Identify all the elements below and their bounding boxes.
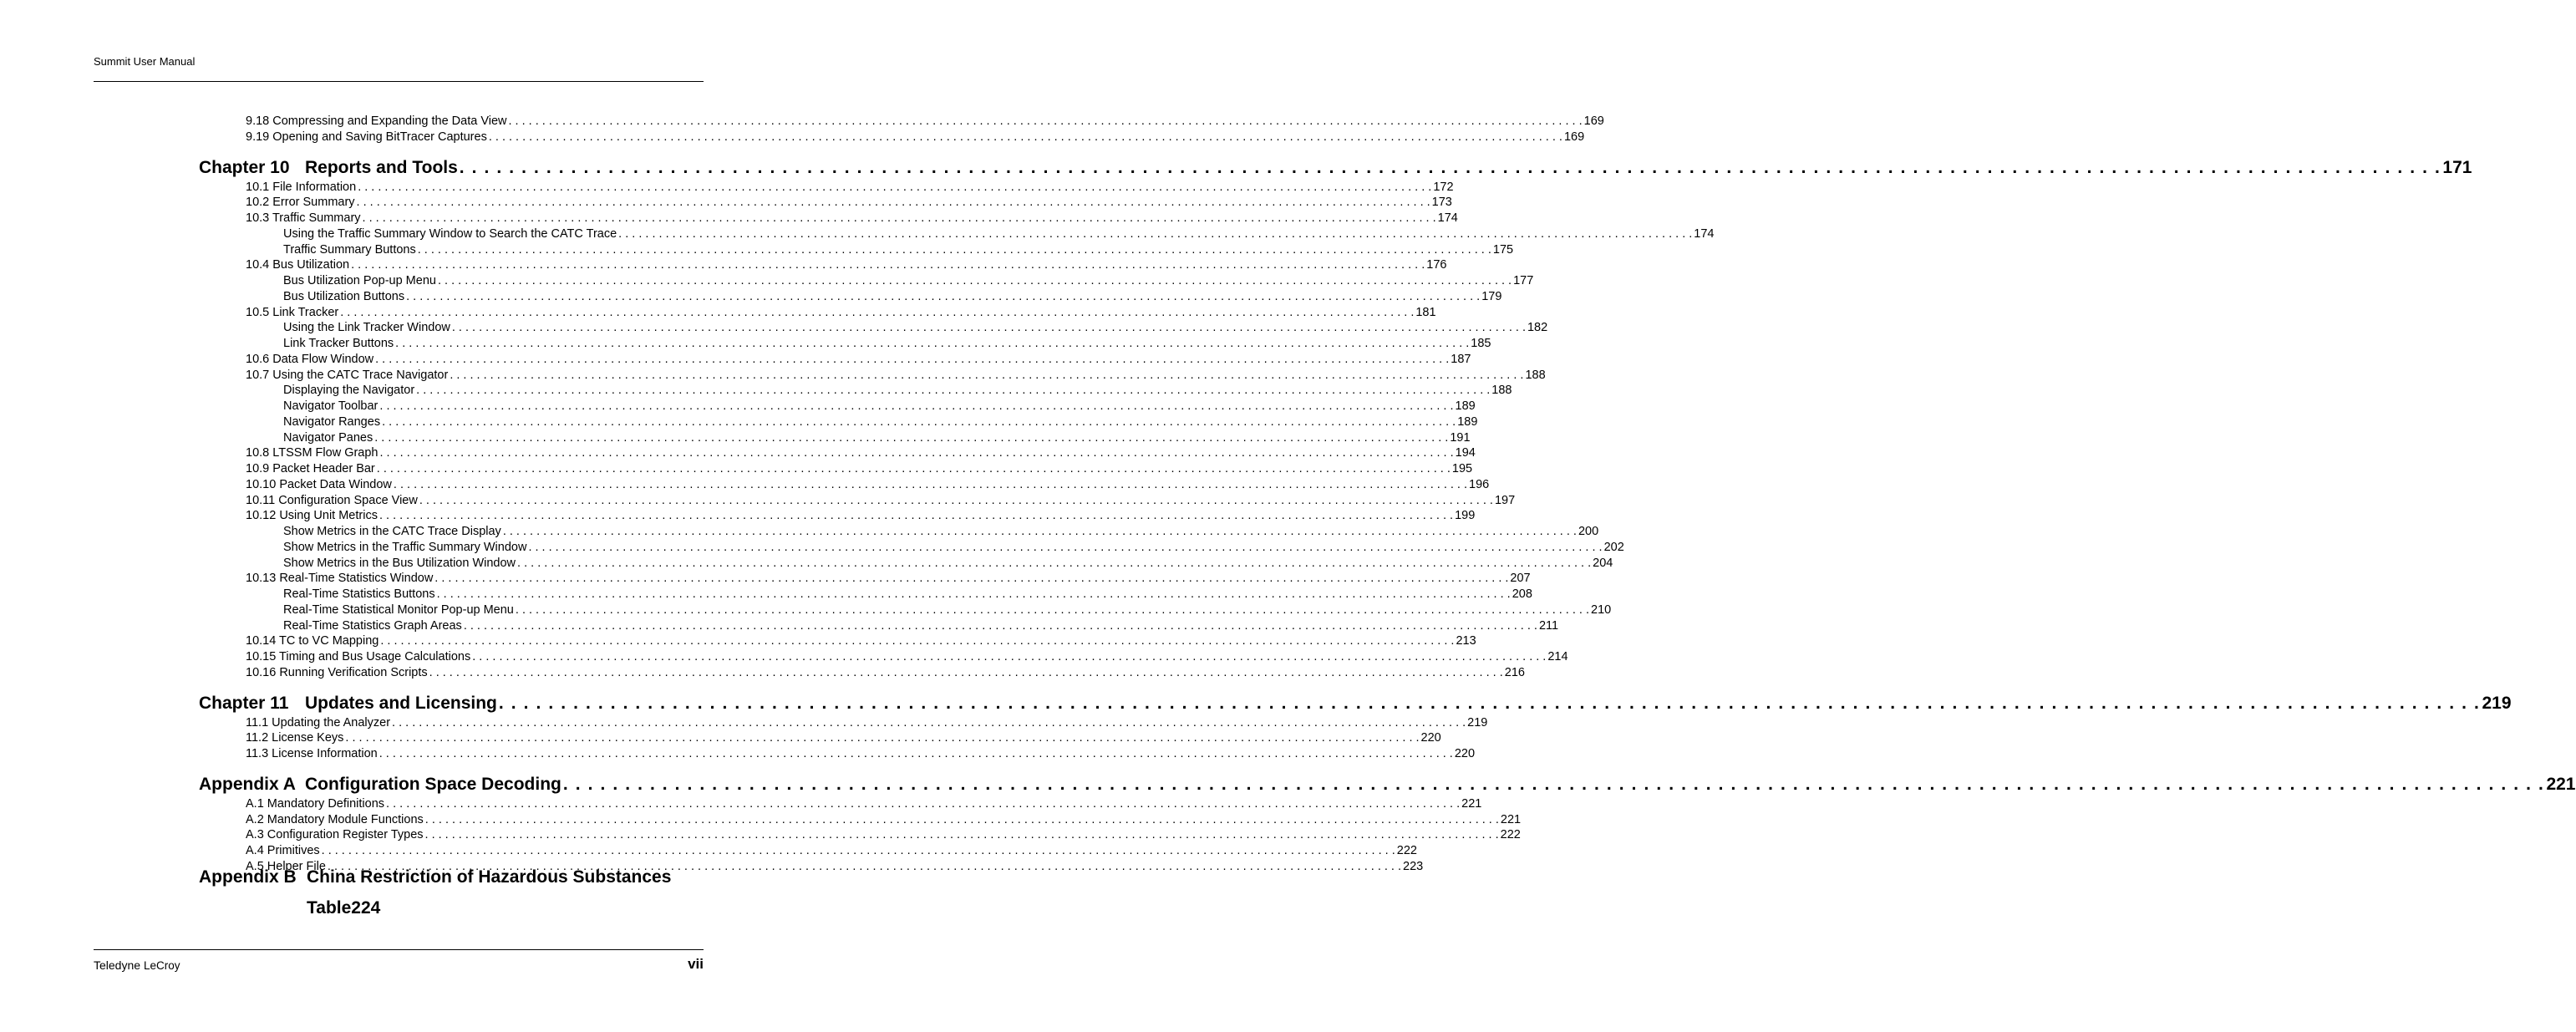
- toc-entry-title: Using the Link Tracker Window: [283, 321, 450, 335]
- toc-entry-title: 10.13 Real-Time Statistics Window: [246, 572, 434, 586]
- toc-section-entry[interactable]: [246, 633, 1476, 649]
- dot-leader: . . . . . . . . . . . . . . . . . . . . . . . . . . . . . . . . . . . . . . . . . . . . . . . . . . . . . . . . . . . . . . . . . . . . . . . . . . . . . . . . . . . . . . . . . . . . . . . . . . . . . . . . . . . . . . . . . . . . . . . . . . . . . . . . . . . . . . . . . . . . . . . . . . . . . . . . . . . . . . . .: [436, 587, 1511, 601]
- toc-chapter-title: Configuration Space Decoding: [305, 774, 561, 794]
- toc-entry-title: Show Metrics in the CATC Trace Display: [283, 525, 501, 538]
- dot-leader: . . . . . . . . . . . . . . . . . . . . . . . . . . . . . . . . . . . . . . . . . . . . . . . . . . . . . . . . . . . . . . . . . . . . . . . . . . . . . . . . . . . . . . . . . . . . . . . . . . . . . . . . . . . . . . . . . . . . . . . . . . . . . . . . . . . . . . . . . . . . . . . . . . . . . . . . . . . . . . . .: [459, 157, 2441, 177]
- dot-leader: . . . . . . . . . . . . . . . . . . . . . . . . . . . . . . . . . . . . . . . . . . . . . . . . . . . . . . . . . . . . . . . . . . . . . . . . . . . . . . . . . . . . . . . . . . . . . . . . . . . . . . . . . . . . . . . . . . . . . . . . . . . . . . . . . . . . . . . . . . . . . . . . . . . . . . . . . . . . . . . .: [508, 114, 1583, 128]
- toc-subsection-entry[interactable]: [283, 226, 1715, 242]
- toc-page-number: 204: [1593, 556, 1613, 570]
- toc-page-number: 194: [1455, 446, 1476, 460]
- toc-entry-title: Navigator Panes: [283, 430, 373, 445]
- toc-section-entry[interactable]: [246, 730, 1441, 746]
- toc-section-entry[interactable]: [246, 130, 1585, 145]
- toc-entry-title: Using the Traffic Summary Window to Search the CATC Trace: [283, 226, 617, 241]
- dot-leader: . . . . . . . . . . . . . . . . . . . . . . . . . . . . . . . . . . . . . . . . . . . . . . . . . . . . . . . . . . . . . . . . . . . . . . . . . . . . . . . . . . . . . . . . . . . . . . . . . . . . . . . . . . . . . . . . . . . . . . . . . . . . . . . . . . . . . . . . . . . . . . . . . . . . . . . . . . . . . . . .: [562, 774, 2545, 794]
- toc-entry-title: A.1 Mandatory Definitions: [246, 796, 385, 811]
- toc-entry-title: Traffic Summary Buttons: [283, 242, 416, 257]
- toc-page-number: 221: [1500, 812, 1522, 826]
- toc-entry-title: A.4 Primitives: [246, 844, 320, 857]
- toc-page-number: 221: [2546, 774, 2576, 794]
- toc-entry-title: Show Metrics in the Bus Utilization Window: [283, 556, 516, 570]
- toc-section-entry[interactable]: [246, 211, 1458, 226]
- toc-subsection-entry[interactable]: [283, 289, 1502, 305]
- toc-entry-title: A.5 Helper File: [246, 859, 326, 873]
- toc-subsection-entry[interactable]: [283, 618, 1559, 634]
- toc-page-number: 187: [1451, 352, 1471, 366]
- toc-page-number: 216: [1504, 665, 1525, 679]
- toc-page-number: 182: [1527, 321, 1548, 335]
- dot-leader: . . . . . . . . . . . . . . . . . . . . . . . . . . . . . . . . . . . . . . . . . . . . . . . . . . . . . . . . . . . . . . . . . . . . . . . . . . . . . . . . . . . . . . . . . . . . . . . . . . . . . . . . . . . . . . . . . . . . . . . . . . . . . . . . . . . . . . . . . . . . . . . . . . . . . . . . . . . . . . . .: [351, 258, 1425, 272]
- dot-leader: . . . . . . . . . . . . . . . . . . . . . . . . . . . . . . . . . . . . . . . . . . . . . . . . . . . . . . . . . . . . . . . . . . . . . . . . . . . . . . . . . . . . . . . . . . . . . . . . . . . . . . . . . . . . . . . . . . . . . . . . . . . . . . . . . . . . . . . . . . . . . . . . . . . . . . . . . . . . . . . .: [488, 130, 1562, 144]
- toc-subsection-entry[interactable]: [283, 336, 1491, 352]
- dot-leader: . . . . . . . . . . . . . . . . . . . . . . . . . . . . . . . . . . . . . . . . . . . . . . . . . . . . . . . . . . . . . . . . . . . . . . . . . . . . . . . . . . . . . . . . . . . . . . . . . . . . . . . . . . . . . . . . . . . . . . . . . . . . . . . . . . . . . . . . . . . . . . . . . . . . . . . . . . . . . . . .: [392, 715, 1466, 730]
- toc-section-entry[interactable]: [246, 352, 1471, 368]
- toc-chapter-heading-text: [199, 156, 458, 180]
- toc-chapter-title: Updates and Licensing: [305, 693, 497, 713]
- toc-entry-title: 10.5 Link Tracker: [246, 305, 339, 319]
- toc-appendix-b-title: China Restriction of Hazardous Substances: [307, 867, 672, 887]
- toc-page-number: 169: [1563, 130, 1585, 144]
- toc-page-number: 200: [1578, 525, 1599, 538]
- toc-entry-title: 11.1 Updating the Analyzer: [246, 715, 391, 730]
- toc-section-entry[interactable]: [246, 649, 1568, 665]
- toc-subsection-entry[interactable]: [283, 383, 1512, 399]
- toc-section-entry[interactable]: [246, 461, 1473, 477]
- dot-leader: . . . . . . . . . . . . . . . . . . . . . . . . . . . . . . . . . . . . . . . . . . . . . . . . . . . . . . . . . . . . . . . . . . . . . . . . . . . . . . . . . . . . . . . . . . . . . . . . . . . . . . . . . . . . . . . . . . . . . . . . . . . . . . . . . . . . . . . . . . . . . . . . . . . . . . . . . . . . . . . .: [362, 211, 1436, 225]
- toc-section-entry[interactable]: [246, 746, 1476, 762]
- toc-section-entry[interactable]: [246, 195, 1452, 211]
- toc-subsection-entry[interactable]: [283, 320, 1548, 336]
- toc-entry-title: 10.15 Timing and Bus Usage Calculations: [246, 650, 471, 663]
- toc-page-number: 185: [1471, 337, 1491, 350]
- footer-company-name: Teledyne: [94, 958, 141, 972]
- toc-page-number: 221: [1461, 796, 1482, 811]
- toc-page-number: 207: [1510, 572, 1531, 586]
- toc-page-number: 173: [1431, 196, 1452, 210]
- toc-page-number: 202: [1603, 540, 1624, 554]
- toc-entry-title: 10.10 Packet Data Window: [246, 477, 392, 491]
- toc-entry-title: 9.18 Compressing and Expanding the Data View: [246, 114, 507, 128]
- toc-section-entry[interactable]: [246, 477, 1490, 493]
- dot-leader: . . . . . . . . . . . . . . . . . . . . . . . . . . . . . . . . . . . . . . . . . . . . . . . . . . . . . . . . . . . . . . . . . . . . . . . . . . . . . . . . . . . . . . . . . . . . . . . . . . . . . . . . . . . . . . . . . . . . . . . . . . . . . . . . . . . . . . . . . . . . . . . . . . . . . . . . . . . . . . . .: [515, 602, 1590, 617]
- toc-chapter-heading-text: [199, 773, 561, 796]
- toc-page-number: 188: [1525, 368, 1546, 382]
- toc-entry-title: 10.6 Data Flow Window: [246, 352, 374, 366]
- toc-section-entry[interactable]: [246, 508, 1476, 524]
- toc-subsection-entry[interactable]: [283, 430, 1471, 446]
- toc-section-entry[interactable]: [246, 257, 1447, 273]
- dot-leader: . . . . . . . . . . . . . . . . . . . . . . . . . . . . . . . . . . . . . . . . . . . . . . . . . . . . . . . . . . . . . . . . . . . . . . . . . . . . . . . . . . . . . . . . . . . . . . . . . . . . . . . . . . . . . . . . . . . . . . . . . . . . . . . . . . . . . . . . . . . . . . . . . . . . . . . . . . . . . . . .: [517, 556, 1592, 570]
- toc-entry-title: Real-Time Statistics Buttons: [283, 587, 435, 601]
- dot-leader: . . . . . . . . . . . . . . . . . . . . . . . . . . . . . . . . . . . . . . . . . . . . . . . . . . . . . . . . . . . . . . . . . . . . . . . . . . . . . . . . . . . . . . . . . . . . . . . . . . . . . . . . . . . . . . . . . . . . . . . . . . . . . . . . . . . . . . . . . . . . . . . . . . . . . . . . . . . . . . . .: [379, 747, 1453, 760]
- toc-page-number: 220: [1420, 731, 1441, 745]
- dot-leader: . . . . . . . . . . . . . . . . . . . . . . . . . . . . . . . . . . . . . . . . . . . . . . . . . . . . . . . . . . . . . . . . . . . . . . . . . . . . . . . . . . . . . . . . . . . . . . . . . . . . . . . . . . . . . . . . . . . . . . . . . . . . . . . . . . . . . . . . . . . . . . . . . . . . . . . . . . . . . . . .: [417, 242, 1491, 257]
- toc-chapter-heading[interactable]: [199, 692, 2512, 715]
- toc-page-number: 222: [1396, 844, 1417, 857]
- toc-entry-title: 10.3 Traffic Summary: [246, 211, 361, 225]
- dot-leader: . . . . . . . . . . . . . . . . . . . . . . . . . . . . . . . . . . . . . . . . . . . . . . . . . . . . . . . . . . . . . . . . . . . . . . . . . . . . . . . . . . . . . . . . . . . . . . . . . . . . . . . . . . . . . . . . . . . . . . . . . . . . . . . . . . . . . . . . . . . . . . . . . . . . . . . . . . . . . . . .: [379, 509, 1454, 523]
- dot-leader: . . . . . . . . . . . . . . . . . . . . . . . . . . . . . . . . . . . . . . . . . . . . . . . . . . . . . . . . . . . . . . . . . . . . . . . . . . . . . . . . . . . . . . . . . . . . . . . . . . . . . . . . . . . . . . . . . . . . . . . . . . . . . . . . . . . . . . . . . . . . . . . . . . . . . . . . . . . . . . . .: [327, 859, 1402, 873]
- toc-page-number: 169: [1583, 114, 1604, 128]
- dot-leader: . . . . . . . . . . . . . . . . . . . . . . . . . . . . . . . . . . . . . . . . . . . . . . . . . . . . . . . . . . . . . . . . . . . . . . . . . . . . . . . . . . . . . . . . . . . . . . . . . . . . . . . . . . . . . . . . . . . . . . . . . . . . . . . . . . . . . . . . . . . . . . . . . . . . . . . . . . . . . . . .: [618, 226, 1693, 241]
- toc-entry-title: A.3 Configuration Register Types: [246, 828, 424, 842]
- dot-leader: . . . . . . . . . . . . . . . . . . . . . . . . . . . . . . . . . . . . . . . . . . . . . . . . . . . . . . . . . . . . . . . . . . . . . . . . . . . . . . . . . . . . . . . . . . . . . . . . . . . . . . . . . . . . . . . . . . . . . . . . . . . . . . . . . . . . . . . . . . . . . . . . . . . . . . . . . . . . . . . .: [386, 796, 1461, 811]
- toc-chapter-label: Chapter 10: [199, 157, 290, 177]
- toc-entry-title: 10.16 Running Verification Scripts: [246, 665, 428, 679]
- dot-leader: . . . . . . . . . . . . . . . . . . . . . . . . . . . . . . . . . . . . . . . . . . . . . . . . . . . . . . . . . . . . . . . . . . . . . . . . . . . . . . . . . . . . . . . . . . . . . . . . . . . . . . . . . . . . . . . . . . . . . . . . . . . . . . . . . . . . . . . . . . . . . . . . . . . . . . . . . . . . . . . .: [450, 368, 1524, 382]
- header-rule: [94, 81, 704, 82]
- toc-page-number: 211: [1538, 618, 1559, 633]
- toc-subsection-entry[interactable]: [283, 602, 1612, 618]
- dot-leader: . . . . . . . . . . . . . . . . . . . . . . . . . . . . . . . . . . . . . . . . . . . . . . . . . . . . . . . . . . . . . . . . . . . . . . . . . . . . . . . . . . . . . . . . . . . . . . . . . . . . . . . . . . . . . . . . . . . . . . . . . . . . . . . . . . . . . . . . . . . . . . . . . . . . . . . . . . . . . . . .: [419, 493, 1493, 507]
- dot-leader: . . . . . . . . . . . . . . . . . . . . . . . . . . . . . . . . . . . . . . . . . . . . . . . . . . . . . . . . . . . . . . . . . . . . . . . . . . . . . . . . . . . . . . . . . . . . . . . . . . . . . . . . . . . . . . . . . . . . . . . . . . . . . . . . . . . . . . . . . . . . . . . . . . . . . . . . . . . . . . . .: [424, 812, 1499, 826]
- toc-entry-title: 10.9 Packet Header Bar: [246, 462, 375, 475]
- toc-chapter-heading-text: [199, 692, 497, 715]
- toc-section-entry[interactable]: [246, 812, 1522, 828]
- toc-section-entry[interactable]: [246, 493, 1516, 509]
- dot-leader: . . . . . . . . . . . . . . . . . . . . . . . . . . . . . . . . . . . . . . . . . . . . . . . . . . . . . . . . . . . . . . . . . . . . . . . . . . . . . . . . . . . . . . . . . . . . . . . . . . . . . . . . . . . . . . . . . . . . . . . . . . . . . . . . . . . . . . . . . . . . . . . . . . . . . . . . . . . . . . . .: [406, 289, 1481, 303]
- toc-section-entry[interactable]: [246, 368, 1546, 384]
- toc-section-entry[interactable]: [246, 305, 1436, 321]
- toc-entry-title: 11.2 License Keys: [246, 731, 344, 745]
- toc-section-entry[interactable]: [246, 114, 1604, 130]
- toc-subsection-entry[interactable]: [283, 414, 1478, 430]
- toc-subsection-entry[interactable]: [283, 587, 1532, 602]
- toc-section-entry[interactable]: [246, 827, 1521, 843]
- toc-page-number: 189: [1455, 399, 1476, 413]
- dot-leader: . . . . . . . . . . . . . . . . . . . . . . . . . . . . . . . . . . . . . . . . . . . . . . . . . . . . . . . . . . . . . . . . . . . . . . . . . . . . . . . . . . . . . . . . . . . . . . . . . . . . . . . . . . . . . . . . . . . . . . . . . . . . . . . . . . . . . . . . . . . . . . . . . . . . . . . . . . . . . . . .: [502, 525, 1577, 538]
- dot-leader: . . . . . . . . . . . . . . . . . . . . . . . . . . . . . . . . . . . . . . . . . . . . . . . . . . . . . . . . . . . . . . . . . . . . . . . . . . . . . . . . . . . . . . . . . . . . . . . . . . . . . . . . . . . . . . . . . . . . . . . . . . . . . . . . . . . . . . . . . . . . . . . . . . . . . . . . . . . . . . . .: [379, 446, 1454, 460]
- footer-page-number: vii: [688, 956, 704, 972]
- toc-page-number: 175: [1492, 242, 1514, 257]
- toc-section-entry[interactable]: [246, 665, 1525, 681]
- toc-section-entry[interactable]: [246, 571, 1531, 587]
- dot-leader: . . . . . . . . . . . . . . . . . . . . . . . . . . . . . . . . . . . . . . . . . . . . . . . . . . . . . . . . . . . . . . . . . . . . . . . . . . . . . . . . . . . . . . . . . . . . . . . . . . . . . . . . . . . . . . . . . . . . . . . . . . . . . . . . . . . . . . . . . . . . . . . . . . . . . . . . . . . . . . . .: [321, 844, 1395, 857]
- toc-page-number: 220: [1454, 747, 1476, 760]
- toc-entry-title: Real-Time Statistics Graph Areas: [283, 618, 462, 633]
- toc-chapter-title: Reports and Tools: [305, 157, 458, 177]
- dot-leader: . . . . . . . . . . . . . . . . . . . . . . . . . . . . . . . . . . . . . . . . . . . . . . . . . . . . . . . . . . . . . . . . . . . . . . . . . . . . . . . . . . . . . . . . . . . . . . . . . . . . . . . . . . . . . . . . . . . . . . . . . . . . . . . . . . . . . . . . . . . . . . . . . . . . . . . . . . . . . . . .: [429, 665, 1503, 679]
- toc-entry-title: 10.12 Using Unit Metrics: [246, 509, 378, 523]
- toc-page-number: 176: [1426, 258, 1447, 272]
- dot-leader: . . . . . . . . . . . . . . . . . . . . . . . . . . . . . . . . . . . . . . . . . . . . . . . . . . . . . . . . . . . . . . . . . . . . . . . . . . . . . . . . . . . . . . . . . . . . . . . . . . . . . . . . . . . . . . . . . . . . . . . . . . . . . . . . . . . . . . . . . . . . . . . . . . . . . . . . . . . . . . . .: [498, 693, 2481, 713]
- toc-entry-title: Link Tracker Buttons: [283, 337, 394, 350]
- toc-page-number: 199: [1455, 509, 1476, 523]
- toc-entry-title: 11.3 License Information: [246, 747, 378, 760]
- toc-entry-title: Navigator Toolbar: [283, 399, 379, 413]
- toc-subsection-entry[interactable]: [283, 399, 1476, 414]
- dot-leader: . . . . . . . . . . . . . . . . . . . . . . . . . . . . . . . . . . . . . . . . . . . . . . . . . . . . . . . . . . . . . . . . . . . . . . . . . . . . . . . . . . . . . . . . . . . . . . . . . . . . . . . . . . . . . . . . . . . . . . . . . . . . . . . . . . . . . . . . . . . . . . . . . . . . . . . . . . . . . . . .: [356, 196, 1430, 210]
- toc-subsection-entry[interactable]: [283, 524, 1599, 540]
- footer-company: [94, 958, 180, 972]
- toc-page-number: 174: [1437, 211, 1458, 225]
- dot-leader: . . . . . . . . . . . . . . . . . . . . . . . . . . . . . . . . . . . . . . . . . . . . . . . . . . . . . . . . . . . . . . . . . . . . . . . . . . . . . . . . . . . . . . . . . . . . . . . . . . . . . . . . . . . . . . . . . . . . . . . . . . . . . . . . . . . . . . . . . . . . . . . . . . . . . . . . . . . . . . . .: [416, 384, 1491, 398]
- toc-page-number: 219: [1467, 715, 1488, 730]
- dot-leader: . . . . . . . . . . . . . . . . . . . . . . . . . . . . . . . . . . . . . . . . . . . . . . . . . . . . . . . . . . . . . . . . . . . . . . . . . . . . . . . . . . . . . . . . . . . . . . . . . . . . . . . . . . . . . . . . . . . . . . . . . . . . . . . . . . . . . . . . . . . . . . . . . . . . . . . . . . . . . . . .: [451, 321, 1526, 335]
- toc-entry-title: 10.7 Using the CATC Trace Navigator: [246, 368, 449, 382]
- dot-leader: . . . . . . . . . . . . . . . . . . . . . . . . . . . . . . . . . . . . . . . . . . . . . . . . . . . . . . . . . . . . . . . . . . . . . . . . . . . . . . . . . . . . . . . . . . . . . . . . . . . . . . . . . . . . . . . . . . . . . . . . . . . . . . . . . . . . . . . . . . . . . . . . . . . . . . . . . . . . . . . .: [358, 180, 1432, 194]
- dot-leader: . . . . . . . . . . . . . . . . . . . . . . . . . . . . . . . . . . . . . . . . . . . . . . . . . . . . . . . . . . . . . . . . . . . . . . . . . . . . . . . . . . . . . . . . . . . . . . . . . . . . . . . . . . . . . . . . . . . . . . . . . . . . . . . . . . . . . . . . . . . . . . . . . . . . . . . . . . . . . . . .: [434, 572, 1509, 586]
- toc-entry-title: 10.14 TC to VC Mapping: [246, 634, 379, 648]
- toc-appendix-b-label: Appendix B: [199, 867, 297, 887]
- toc-entry-title: Navigator Ranges: [283, 414, 381, 429]
- toc-subsection-entry[interactable]: [283, 273, 1534, 289]
- toc-chapter-label: Chapter 11: [199, 693, 289, 713]
- toc-subsection-entry[interactable]: [283, 556, 1613, 572]
- toc-page-number: 197: [1494, 493, 1516, 507]
- toc-page-number: 181: [1415, 305, 1436, 319]
- dot-leader: . . . . . . . . . . . . . . . . . . . . . . . . . . . . . . . . . . . . . . . . . . . . . . . . . . . . . . . . . . . . . . . . . . . . . . . . . . . . . . . . . . . . . . . . . . . . . . . . . . . . . . . . . . . . . . . . . . . . . . . . . . . . . . . . . . . . . . . . . . . . . . . . . . . . . . . . . . . . . . . .: [376, 462, 1451, 475]
- toc-section-entry[interactable]: [246, 180, 1454, 196]
- dot-leader: . . . . . . . . . . . . . . . . . . . . . . . . . . . . . . . . . . . . . . . . . . . . . . . . . . . . . . . . . . . . . . . . . . . . . . . . . . . . . . . . . . . . . . . . . . . . . . . . . . . . . . . . . . . . . . . . . . . . . . . . . . . . . . . . . . . . . . . . . . . . . . . . . . . . . . . . . . . . . . . .: [463, 618, 1537, 633]
- toc-section-entry[interactable]: [246, 796, 1482, 812]
- toc-page-number: 189: [1457, 414, 1478, 429]
- dot-leader: . . . . . . . . . . . . . . . . . . . . . . . . . . . . . . . . . . . . . . . . . . . . . . . . . . . . . . . . . . . . . . . . . . . . . . . . . . . . . . . . . . . . . . . . . . . . . . . . . . . . . . . . . . . . . . . . . . . . . . . . . . . . . . . . . . . . . . . . . . . . . . . . . . . . . . . . . . . . . . . .: [528, 540, 1603, 554]
- toc-page-number: 172: [1433, 180, 1454, 194]
- footer-rule: [94, 949, 704, 950]
- dot-leader: . . . . . . . . . . . . . . . . . . . . . . . . . . . . . . . . . . . . . . . . . . . . . . . . . . . . . . . . . . . . . . . . . . . . . . . . . . . . . . . . . . . . . . . . . . . . . . . . . . . . . . . . . . . . . . . . . . . . . . . . . . . . . . . . . . . . . . . . . . . . . . . . . . . . . . . . . . . . . . . .: [345, 731, 1420, 745]
- toc-entry-title: 10.8 LTSSM Flow Graph: [246, 446, 379, 460]
- toc-section-entry[interactable]: [246, 445, 1476, 461]
- toc-entry-title: Displaying the Navigator: [283, 384, 415, 398]
- dot-leader: . . . . . . . . . . . . . . . . . . . . . . . . . . . . . . . . . . . . . . . . . . . . . . . . . . . . . . . . . . . . . . . . . . . . . . . . . . . . . . . . . . . . . . . . . . . . . . . . . . . . . . . . . . . . . . . . . . . . . . . . . . . . . . . . . . . . . . . . . . . . . . . . . . . . . . . . . . . . . . . .: [375, 352, 1450, 366]
- toc-entry-title: Bus Utilization Buttons: [283, 289, 405, 303]
- toc-page-number: 174: [1694, 226, 1715, 241]
- toc-page-number: 210: [1591, 602, 1612, 617]
- toc-entry-title: 10.4 Bus Utilization: [246, 258, 350, 272]
- dot-leader: . . . . . . . . . . . . . . . . . . . . . . . . . . . . . . . . . . . . . . . . . . . . . . . . . . . . . . . . . . . . . . . . . . . . . . . . . . . . . . . . . . . . . . . . . . . . . . . . . . . . . . . . . . . . . . . . . . . . . . . . . . . . . . . . . . . . . . . . . . . . . . . . . . . . . . . . . . . . . . . .: [424, 828, 1499, 842]
- toc-page-number: 222: [1500, 828, 1521, 842]
- toc-page-number: 188: [1491, 384, 1512, 398]
- toc-page-number: 208: [1512, 587, 1532, 601]
- toc-page-number: 171: [2442, 157, 2472, 177]
- dot-leader: . . . . . . . . . . . . . . . . . . . . . . . . . . . . . . . . . . . . . . . . . . . . . . . . . . . . . . . . . . . . . . . . . . . . . . . . . . . . . . . . . . . . . . . . . . . . . . . . . . . . . . . . . . . . . . . . . . . . . . . . . . . . . . . . . . . . . . . . . . . . . . . . . . . . . . . . . . . . . . . .: [393, 477, 1468, 491]
- toc-page-number: 213: [1456, 634, 1476, 648]
- dot-leader: . . . . . . . . . . . . . . . . . . . . . . . . . . . . . . . . . . . . . . . . . . . . . . . . . . . . . . . . . . . . . . . . . . . . . . . . . . . . . . . . . . . . . . . . . . . . . . . . . . . . . . . . . . . . . . . . . . . . . . . . . . . . . . . . . . . . . . . . . . . . . . . . . . . . . . . . . . . . . . . .: [382, 414, 1456, 429]
- toc-subsection-entry[interactable]: [283, 540, 1624, 556]
- dot-leader: . . . . . . . . . . . . . . . . . . . . . . . . . . . . . . . . . . . . . . . . . . . . . . . . . . . . . . . . . . . . . . . . . . . . . . . . . . . . . . . . . . . . . . . . . . . . . . . . . . . . . . . . . . . . . . . . . . . . . . . . . . . . . . . . . . . . . . . . . . . . . . . . . . . . . . . . . . . . . . . .: [379, 399, 1454, 413]
- toc-page-number: 223: [1403, 859, 1424, 873]
- toc-entry-title: 10.2 Error Summary: [246, 196, 355, 210]
- toc-page-number: 191: [1450, 430, 1471, 445]
- toc-chapter-heading[interactable]: [199, 773, 2576, 796]
- dot-leader: . . . . . . . . . . . . . . . . . . . . . . . . . . . . . . . . . . . . . . . . . . . . . . . . . . . . . . . . . . . . . . . . . . . . . . . . . . . . . . . . . . . . . . . . . . . . . . . . . . . . . . . . . . . . . . . . . . . . . . . . . . . . . . . . . . . . . . . . . . . . . . . . . . . . . . . . . . . . . . . .: [340, 305, 1415, 319]
- toc-page-number: 177: [1513, 274, 1534, 287]
- toc-entry-title: Show Metrics in the Traffic Summary Window: [283, 540, 527, 554]
- toc-page-number: 196: [1469, 477, 1490, 491]
- dot-leader: . . . . . . . . . . . . . . . . . . . . . . . . . . . . . . . . . . . . . . . . . . . . . . . . . . . . . . . . . . . . . . . . . . . . . . . . . . . . . . . . . . . . . . . . . . . . . . . . . . . . . . . . . . . . . . . . . . . . . . . . . . . . . . . . . . . . . . . . . . . . . . . . . . . . . . . . . . . . . . . .: [395, 337, 1470, 350]
- dot-leader: . . . . . . . . . . . . . . . . . . . . . . . . . . . . . . . . . . . . . . . . . . . . . . . . . . . . . . . . . . . . . . . . . . . . . . . . . . . . . . . . . . . . . . . . . . . . . . . . . . . . . . . . . . . . . . . . . . . . . . . . . . . . . . . . . . . . . . . . . . . . . . . . . . . . . . . . . . . . . . . .: [437, 274, 1512, 287]
- dot-leader: . . . . . . . . . . . . . . . . . . . . . . . . . . . . . . . . . . . . . . . . . . . . . . . . . . . . . . . . . . . . . . . . . . . . . . . . . . . . . . . . . . . . . . . . . . . . . . . . . . . . . . . . . . . . . . . . . . . . . . . . . . . . . . . . . . . . . . . . . . . . . . . . . . . . . . . . . . . . . . . .: [374, 430, 1449, 445]
- toc-section-entry[interactable]: [246, 715, 1488, 731]
- toc-entry-title: Bus Utilization Pop-up Menu: [283, 274, 436, 287]
- toc-appendix-b-title-continued: Table224: [307, 898, 381, 918]
- toc-entry-title: 10.11 Configuration Space View: [246, 493, 418, 507]
- toc-page-number: 214: [1547, 650, 1568, 663]
- toc-chapter-label: Appendix A: [199, 774, 296, 794]
- toc-entry-title: A.2 Mandatory Module Functions: [246, 812, 424, 826]
- toc-section-entry[interactable]: [246, 843, 1417, 859]
- toc-page-number: 195: [1451, 462, 1473, 475]
- toc-page-number: 219: [2482, 693, 2512, 713]
- footer-company-name-small: LeCroy: [143, 959, 180, 972]
- toc-appendix-b-heading[interactable]: [199, 862, 671, 923]
- toc-subsection-entry[interactable]: [283, 242, 1514, 258]
- page-header-title: Summit User Manual: [94, 55, 196, 68]
- toc-entry-title: Real-Time Statistical Monitor Pop-up Menu: [283, 602, 514, 617]
- dot-leader: . . . . . . . . . . . . . . . . . . . . . . . . . . . . . . . . . . . . . . . . . . . . . . . . . . . . . . . . . . . . . . . . . . . . . . . . . . . . . . . . . . . . . . . . . . . . . . . . . . . . . . . . . . . . . . . . . . . . . . . . . . . . . . . . . . . . . . . . . . . . . . . . . . . . . . . . . . . . . . . .: [472, 650, 1547, 663]
- toc-entry-title: 10.1 File Information: [246, 180, 357, 194]
- dot-leader: . . . . . . . . . . . . . . . . . . . . . . . . . . . . . . . . . . . . . . . . . . . . . . . . . . . . . . . . . . . . . . . . . . . . . . . . . . . . . . . . . . . . . . . . . . . . . . . . . . . . . . . . . . . . . . . . . . . . . . . . . . . . . . . . . . . . . . . . . . . . . . . . . . . . . . . . . . . . . . . .: [380, 634, 1455, 648]
- toc-entry-title: 9.19 Opening and Saving BitTracer Captures: [246, 130, 487, 144]
- toc-page-number: 179: [1481, 289, 1502, 303]
- toc-chapter-heading[interactable]: [199, 156, 2472, 180]
